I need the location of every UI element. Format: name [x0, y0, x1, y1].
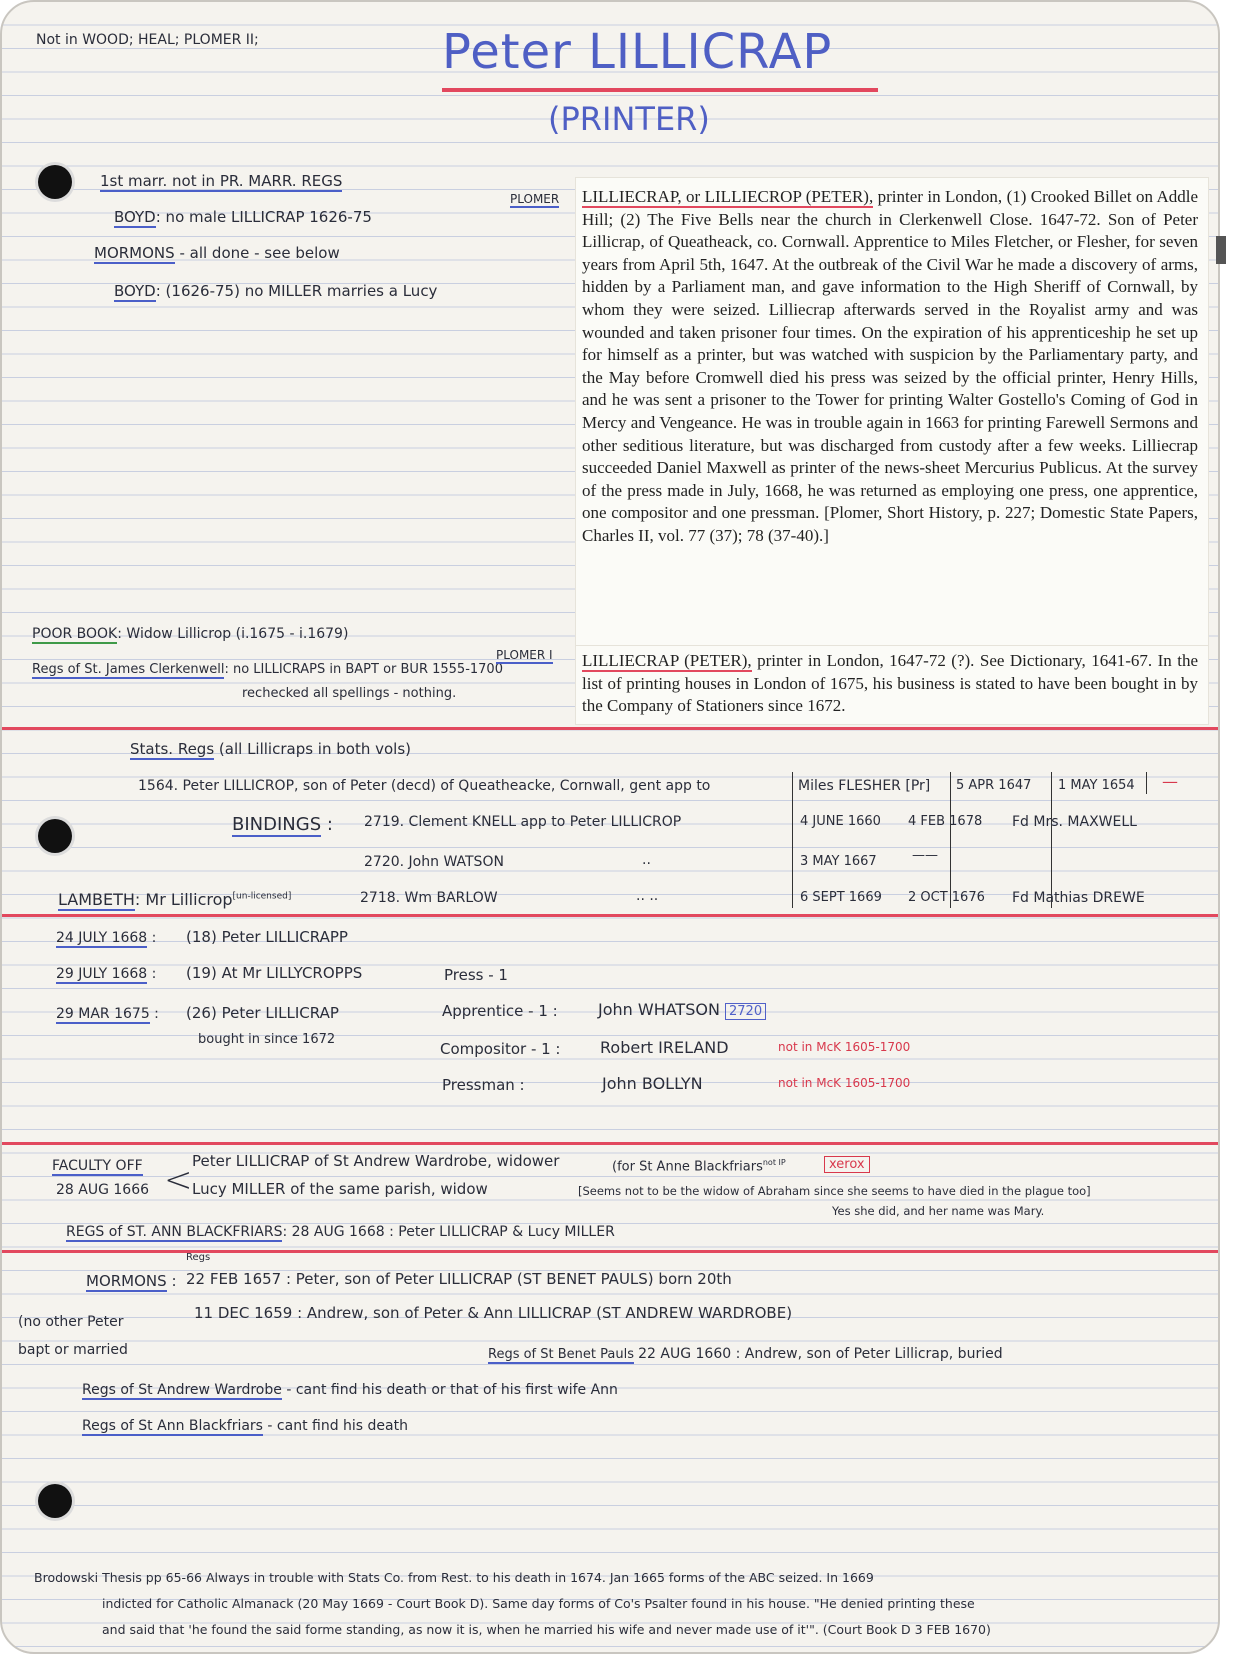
faculty-note-3: Yes she did, and her name was Mary.: [832, 1204, 1045, 1218]
table-rule: [792, 772, 793, 908]
survey-date-1: 24 JULY 1668 :: [56, 930, 157, 946]
note-mormons: MORMONS - all done - see below: [94, 244, 340, 262]
faculty-note-2: [Seems not to be the widow of Abraham since she seems to have died in the plague too]: [578, 1184, 1091, 1198]
survey-pressman-name: John BOLLYN: [602, 1074, 703, 1093]
binding-2720-d2: ——: [912, 848, 938, 863]
survey-date-2: 29 JULY 1668 :: [56, 966, 157, 982]
page-subtitle: (PRINTER): [548, 100, 710, 138]
footer-line-2: indicted for Catholic Almanack (20 May 1669 - Court Book D). Same day forms of Co's Psalter found in his house. "He denied printing these: [102, 1596, 975, 1611]
entry-1564-date1: 5 APR 1647: [956, 778, 1032, 793]
faculty-note-1: (for St Anne Blackfriars$^{not IP}$: [612, 1158, 786, 1175]
survey-pressman-note: not in McK 1605-1700: [778, 1076, 911, 1090]
faculty-line-2: Lucy MILLER of the same parish, widow: [192, 1180, 488, 1198]
survey-date-3: 29 MAR 1675 :: [56, 1006, 159, 1022]
footer-line-1: Brodowski Thesis pp 65-66 Always in trouble with Stats Co. from Rest. to his death in 1674. Jan 1665 forms of the ABC seized. In 1669: [34, 1570, 874, 1585]
section-divider: [2, 727, 1218, 730]
entry-1564-master: Miles FLESHER [Pr]: [798, 778, 931, 794]
survey-press: Press - 1: [444, 966, 508, 984]
stats-regs-entry-1564: 1564. Peter LILLICROP, son of Peter (decd) of Queatheacke, Cornwall, gent app to: [138, 778, 711, 794]
binding-2719-note: Fd Mrs. MAXWELL: [1012, 814, 1137, 830]
binding-2719-d1: 4 JUNE 1660: [800, 814, 881, 829]
binding-2719-d2: 4 FEB 1678: [908, 814, 983, 829]
stats-regs-heading: Stats. Regs (all Lillicraps in both vols): [130, 740, 411, 758]
clipping1-head: LILLIECRAP, or LILLIECROP (PETER),: [582, 187, 874, 206]
page-title: Peter LILLICRAP: [442, 24, 833, 80]
binding-2718-ditto: .. ..: [636, 888, 659, 904]
binding-2718: 2718. Wm BARLOW: [360, 890, 498, 906]
page-tab: [1216, 236, 1226, 264]
note-boyd-2: BOYD: (1626-75) no MILLER marries a Lucy: [114, 282, 438, 300]
section-divider: [2, 1250, 1218, 1253]
clipping2-body: printer in London, 1647-72 (?). See Dictionary, 1641-67. In the list of printing houses in London of 1675, his business is stated to have been bought in by the Company of Stationers since 1672.: [582, 651, 1198, 716]
andrew-wardrobe: Regs of St Andrew Wardrobe - cant find his death or that of his first wife Ann: [82, 1382, 618, 1398]
survey-apprentice-name: John WHATSON 2720: [598, 1000, 766, 1020]
table-rule: [950, 772, 951, 908]
entry-1564-date2: 1 MAY 1654: [1058, 778, 1135, 793]
clipping-plomer-dictionary: [576, 178, 1208, 654]
survey-compositor-name: Robert IRELAND: [600, 1038, 729, 1057]
ann-blackfriars: Regs of St Ann Blackfriars - cant find his death: [82, 1418, 408, 1434]
binding-2719: 2719. Clement KNELL app to Peter LILLICROP: [364, 814, 682, 830]
section-divider: [2, 1142, 1218, 1145]
survey-compositor-note: not in McK 1605-1700: [778, 1040, 911, 1054]
survey-apprentice: Apprentice - 1 :: [442, 1002, 558, 1020]
xerox-tag: xerox: [824, 1156, 870, 1173]
clipping1-source: PLOMER: [510, 192, 560, 206]
binding-2720-d1: 3 MAY 1667: [800, 854, 877, 869]
survey-pressman: Pressman :: [442, 1076, 525, 1094]
survey-entry-3: (26) Peter LILLICRAP: [186, 1004, 339, 1022]
binder-hole: [38, 1484, 72, 1518]
clipping2-head: LILLIECRAP (PETER),: [582, 651, 752, 670]
note-boyd-1: BOYD: no male LILLICRAP 1626-75: [114, 208, 372, 226]
faculty-date: 28 AUG 1666: [56, 1182, 150, 1198]
red-dash-mark: —: [1162, 772, 1178, 791]
footer-line-3: and said that 'he found the said forme standing, as now it is, when he married his wife and never made use of it'". (Court Book D 3 FEB 1670): [102, 1622, 991, 1637]
survey-entry-3-note: bought in since 1672: [198, 1032, 336, 1047]
faculty-label: FACULTY OFF: [52, 1158, 143, 1174]
binding-2718-d1: 6 SEPT 1669: [800, 890, 882, 905]
binder-hole: [38, 819, 72, 853]
binding-2720-ditto: ..: [642, 852, 651, 868]
table-rule: [1051, 772, 1052, 908]
clipping2-source: PLOMER I: [496, 648, 553, 662]
note-poor-book: POOR BOOK: Widow Lillicrop (i.1675 - i.1679): [32, 626, 349, 642]
survey-entry-1: (18) Peter LILLICRAPP: [186, 928, 348, 946]
section-divider: [2, 914, 1218, 917]
binding-2718-d2: 2 OCT 1676: [908, 890, 985, 905]
binding-2720: 2720. John WATSON: [364, 854, 504, 870]
note-marr-regs: 1st marr. not in PR. MARR. REGS: [100, 172, 343, 190]
benet-pauls: Regs of St Benet Pauls 22 AUG 1660 : Andrew, son of Peter Lillicrap, buried: [488, 1346, 1003, 1362]
survey-entry-2: (19) At Mr LILLYCROPPS: [186, 964, 363, 982]
survey-compositor: Compositor - 1 :: [440, 1040, 561, 1058]
lambeth-label: LAMBETH: Mr Lillicrop[un-licensed]: [58, 890, 292, 909]
title-underline: [442, 88, 878, 92]
clipping1-body: printer in London, (1) Crooked Billet on Addle Hill; (2) The Five Bells near the church in Clerkenwell Close. 1647-72. Son of Peter Lillicrap, of Queatheack, co. Cornwall. Apprentice to Miles Fletcher, or Flesher, for seven years from April 5th, 1647. At the outbreak of the Civil War he made a discovery of arms, hidden by a Parliament man, and gave information to the High Sheriff of Cornwall, by whom they were seized. Lilliecrap afterwards served in the Royalist army and was wounded and taken prisoner four times. On the expiration of his apprenticeship he set up for himself as a printer, but was watched with suspicion by the Parliamentary party, and the May before Cromwell died his press was seized by the official printer, Henry Hills, and he was sent a prisoner to the Tower for printing Walter Gostello's Coming of God in Mercy and Vengeance. He was in trouble again in 1663 for printing Farewell Sermons and other seditious literature, but was discharged from custody after a few weeks. Lilliecrap succeeded Daniel Maxwell as printer of the news-sheet Mercurius Publicus. At the survey of the press made in July, 1668, he was returned as employing one press, one apprentice, one compositor and one pressman. [Plomer, Short History, p. 227; Domestic State Papers, Charles II, vol. 77 (37); 78 (37-40).]: [582, 187, 1198, 545]
regs-blackfriars: REGS of ST. ANN BLACKFRIARS: 28 AUG 1668 : Peter LILLICRAP & Lucy MILLER: [66, 1224, 615, 1240]
mormons-side-note: (no other Peter bapt or married: [18, 1314, 128, 1358]
note-regs-clerkenwell-2: rechecked all spellings - nothing.: [242, 686, 457, 701]
faculty-bracket: <: [164, 1160, 193, 1200]
clipping-plomer-short: [576, 646, 1208, 724]
mormons-entry-1: 22 FEB 1657 : Peter, son of Peter LILLICRAP (ST BENET PAULS) born 20th: [186, 1270, 732, 1288]
table-rule: [1146, 772, 1147, 794]
faculty-line-1: Peter LILLICRAP of St Andrew Wardrobe, widower: [192, 1152, 560, 1170]
header-note: Not in WOOD; HEAL; PLOMER II;: [36, 32, 259, 48]
mormons-entry-2: 11 DEC 1659 : Andrew, son of Peter & Ann LILLICRAP (ST ANDREW WARDROBE): [194, 1304, 793, 1322]
mormons-label: MORMONS :: [86, 1272, 177, 1290]
note-regs-clerkenwell: Regs of St. James Clerkenwell: no LILLICRAPS in BAPT or BUR 1555-1700: [32, 662, 503, 677]
regs-sup: Regs: [186, 1252, 211, 1263]
bindings-label: BINDINGS :: [232, 814, 333, 835]
binding-2718-note: Fd Mathias DREWE: [1012, 890, 1145, 906]
binder-hole: [38, 165, 72, 199]
